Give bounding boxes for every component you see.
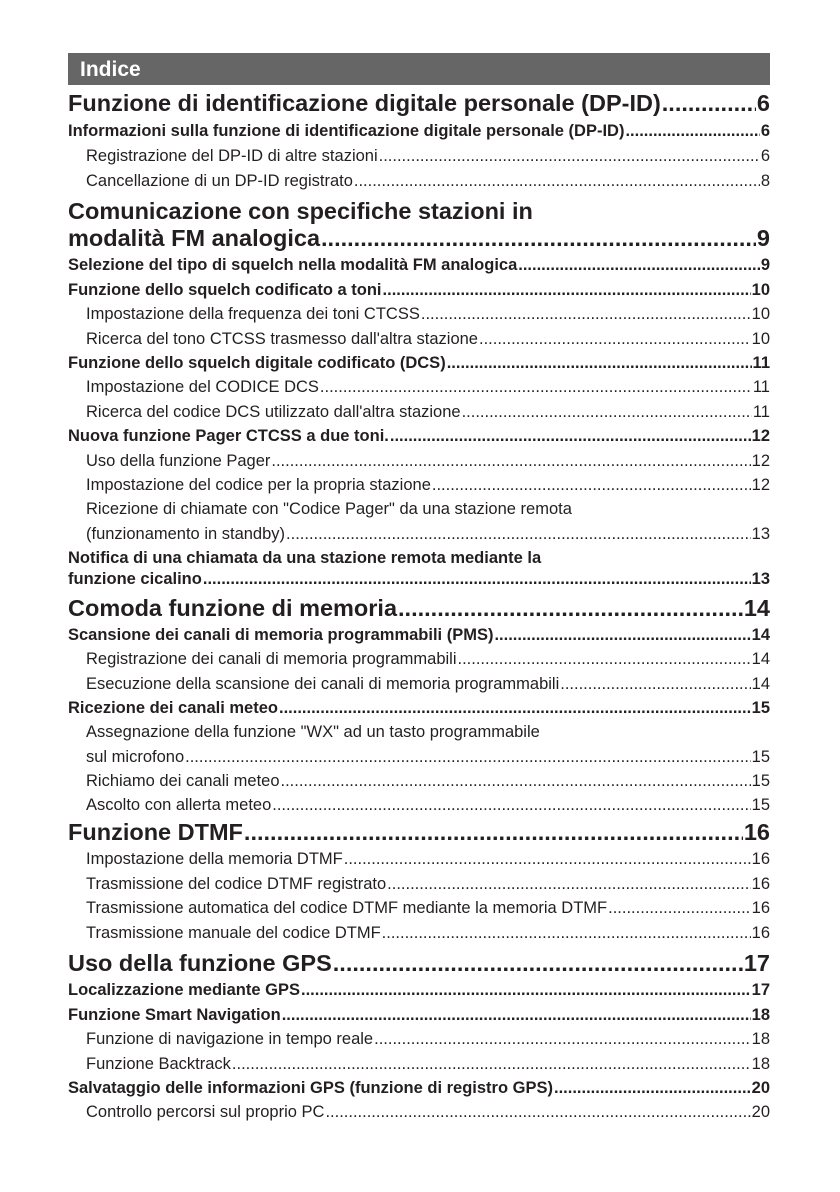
dot-leader [390,428,751,445]
dot-leader [244,821,743,845]
dot-leader [398,597,743,621]
toc-page-number: 20 [751,1079,770,1098]
toc-entry-title: Funzione dello squelch codificato a toni [68,281,382,300]
toc-section-entry [68,700,770,717]
dot-leader [282,1007,751,1024]
toc-entry-title: Ricerca del codice DCS utilizzato dall'altra stazione [86,403,461,422]
dot-leader [185,749,751,766]
toc-entry-title: Impostazione del CODICE DCS [86,378,319,397]
dot-leader [494,627,750,644]
toc-section-entry [68,1007,770,1024]
dot-leader [625,123,759,140]
dot-leader [333,952,743,976]
toc-page-number: 17 [743,949,770,976]
dot-leader [432,477,751,494]
toc-page-number: 10 [751,330,770,349]
toc-entry-title: Trasmissione del codice DTMF registrato [86,875,387,894]
toc-chapter-entry [68,224,770,251]
toc-page-number: 12 [751,452,770,471]
dot-leader [279,700,751,717]
toc-subsection-entry [68,404,770,421]
toc-entry-title: Funzione dello squelch digitale codificato (DCS) [68,354,446,373]
dot-leader [518,257,760,274]
toc-page-number: 15 [751,796,770,815]
toc-page-number: 12 [751,476,770,495]
toc-page-number: 16 [743,818,770,845]
toc-page-number: 18 [751,1030,770,1049]
toc-section-entry [68,550,770,567]
toc-entry-title: Impostazione del codice per la propria stazione [86,476,431,495]
toc-entry-title: funzione cicalino [68,570,202,589]
toc-chapter-entry [68,949,770,976]
toc-entry-title: Controllo percorsi sul proprio PC [86,1103,325,1122]
toc-subsection-entry [68,1056,770,1073]
toc-page-number: 11 [752,354,770,373]
toc-subsection-entry [68,477,770,494]
toc-chapter-entry [68,594,770,621]
toc-page-number: 9 [756,224,770,251]
toc-entry-title: Esecuzione della scansione dei canali di memoria programmabili [86,675,560,694]
toc-subsection-entry [68,851,770,868]
toc-subsection-entry [68,453,770,470]
dot-leader [232,1056,751,1073]
toc-section-entry [68,627,770,644]
toc-section-entry [68,282,770,299]
dot-leader [662,92,756,116]
toc-entry-title: Funzione di navigazione in tempo reale [86,1030,374,1049]
toc-subsection-entry [68,797,770,814]
toc-page-number: 16 [751,899,770,918]
toc-subsection-entry [68,651,770,668]
toc-entry-title: Scansione dei canali di memoria programmabili (PMS) [68,626,494,645]
toc-entry-title: Localizzazione mediante GPS [68,981,300,1000]
toc-entry-title: modalità FM analogica [68,224,321,251]
dot-leader [344,851,751,868]
toc-page-number: 8 [760,172,770,191]
dot-leader [281,773,751,790]
toc-entry-title: Registrazione del DP-ID di altre stazioni [86,147,378,166]
dot-leader [608,900,751,917]
toc-page-number: 18 [751,1055,770,1074]
toc-subsection-entry [68,773,770,790]
toc-subsection-entry [68,925,770,942]
toc-entry-title: Notifica di una chiamata da una stazione remota mediante la [68,549,542,568]
toc-page-number: 20 [751,1103,770,1122]
dot-leader [271,453,750,470]
toc-section-entry [68,982,770,999]
dot-leader [321,227,756,251]
toc-page-number: 16 [751,850,770,869]
dot-leader [374,1031,751,1048]
toc-chapter-entry [68,197,770,224]
dot-leader [354,173,760,190]
toc-entry-title: Funzione Smart Navigation [68,1006,281,1025]
toc-entry-title: Registrazione dei canali di memoria programmabili [86,650,457,669]
dot-leader [560,676,750,693]
toc-page-number: 6 [760,147,770,166]
toc-entry-title: Ricezione dei canali meteo [68,699,278,718]
toc-section-entry [68,355,770,372]
dot-leader [462,404,752,421]
toc-subsection-entry [68,749,770,766]
dot-leader [554,1080,751,1097]
toc-page-number: 17 [751,981,770,1000]
toc-subsection-entry [68,876,770,893]
toc-subsection-entry [68,173,770,190]
toc-page-number: 13 [751,570,770,589]
toc-page-number: 10 [751,305,770,324]
toc-entry-title: Trasmissione manuale del codice DTMF [86,924,381,943]
toc-page-number: 9 [760,256,770,275]
index-title: Indice [80,58,141,81]
toc-page-number: 15 [751,772,770,791]
toc-subsection-entry [68,148,770,165]
dot-leader [387,876,750,893]
toc-section-entry [68,571,770,588]
toc-entry-title: Assegnazione della funzione "WX" ad un tasto programmabile [86,723,540,742]
toc-entry-title: Trasmissione automatica del codice DTMF mediante la memoria DTMF [86,899,608,918]
toc-page-number: 6 [760,122,770,141]
toc-entry-title: Richiamo dei canali meteo [86,772,280,791]
toc-entry-title: Comoda funzione di memoria [68,594,398,621]
toc-page-number: 12 [751,427,770,446]
dot-leader [301,982,751,999]
toc-entry-title: Informazioni sulla funzione di identificazione digitale personale (DP-ID) [68,122,625,141]
toc-entry-title: Funzione DTMF [68,818,243,845]
toc-entry-title: Impostazione della frequenza dei toni CTCSS [86,305,420,324]
toc-entry-title: Ricerca del tono CTCSS trasmesso dall'altra stazione [86,330,478,349]
dot-leader [383,282,751,299]
dot-leader [272,797,750,814]
toc-subsection-entry [68,1104,770,1121]
toc-section-entry [68,1080,770,1097]
toc-entry-title: Ricezione di chiamate con "Codice Pager" da una stazione remota [86,500,572,519]
toc-entry-title: Nuova funzione Pager CTCSS a due toni. [68,427,389,446]
toc-entry-title: Uso della funzione Pager [86,452,271,471]
toc-subsection-entry [68,724,770,741]
toc-page-number: 18 [751,1006,770,1025]
toc-subsection-entry [68,526,770,543]
toc-section-entry [68,428,770,445]
toc-subsection-entry [68,676,770,693]
toc-page-number: 6 [756,89,770,116]
toc-page-number: 16 [751,875,770,894]
toc-page-number: 11 [752,403,770,422]
toc-entry-title: Impostazione della memoria DTMF [86,850,343,869]
toc-section-entry [68,123,770,140]
toc-section-entry [68,257,770,274]
toc-subsection-entry [68,306,770,323]
toc-subsection-entry [68,379,770,396]
dot-leader [421,306,751,323]
toc-chapter-entry [68,89,770,116]
toc-entry-title: Funzione Backtrack [86,1055,231,1074]
toc-entry-title: Selezione del tipo di squelch nella modalità FM analogica [68,256,518,275]
toc-subsection-entry [68,331,770,348]
dot-leader [379,148,760,165]
dot-leader [325,1104,750,1121]
dot-leader [458,651,751,668]
toc-entry-title: Ascolto con allerta meteo [86,796,272,815]
toc-entry-title: Salvataggio delle informazioni GPS (funzione di registro GPS) [68,1079,553,1098]
dot-leader [447,355,752,372]
toc-page-number: 10 [751,281,770,300]
toc-page-number: 13 [751,525,770,544]
dot-leader [203,571,751,588]
toc-subsection-entry [68,900,770,917]
toc-entry-title: Comunicazione con specifiche stazioni in [68,197,533,224]
toc-page-number: 11 [752,378,770,397]
toc-page-number: 14 [743,594,770,621]
toc-entry-title: Funzione di identificazione digitale personale (DP-ID) [68,89,661,116]
toc-chapter-entry [68,818,770,845]
toc-entry-title: Uso della funzione GPS [68,949,332,976]
dot-leader [286,526,751,543]
toc-page-number: 14 [751,675,770,694]
toc-entry-title: sul microfono [86,748,185,767]
index-header-bar [68,53,770,85]
toc-entry-title: Cancellazione di un DP-ID registrato [86,172,353,191]
dot-leader [479,331,751,348]
toc-page-number: 14 [751,650,770,669]
dot-leader [382,925,751,942]
toc-subsection-entry [68,501,770,518]
toc-page-number: 16 [751,924,770,943]
toc-subsection-entry [68,1031,770,1048]
toc-page-number: 14 [751,626,770,645]
toc-page-number: 15 [751,748,770,767]
toc-page-number: 15 [751,699,770,718]
toc-entry-title: (funzionamento in standby) [86,525,286,544]
dot-leader [320,379,752,396]
